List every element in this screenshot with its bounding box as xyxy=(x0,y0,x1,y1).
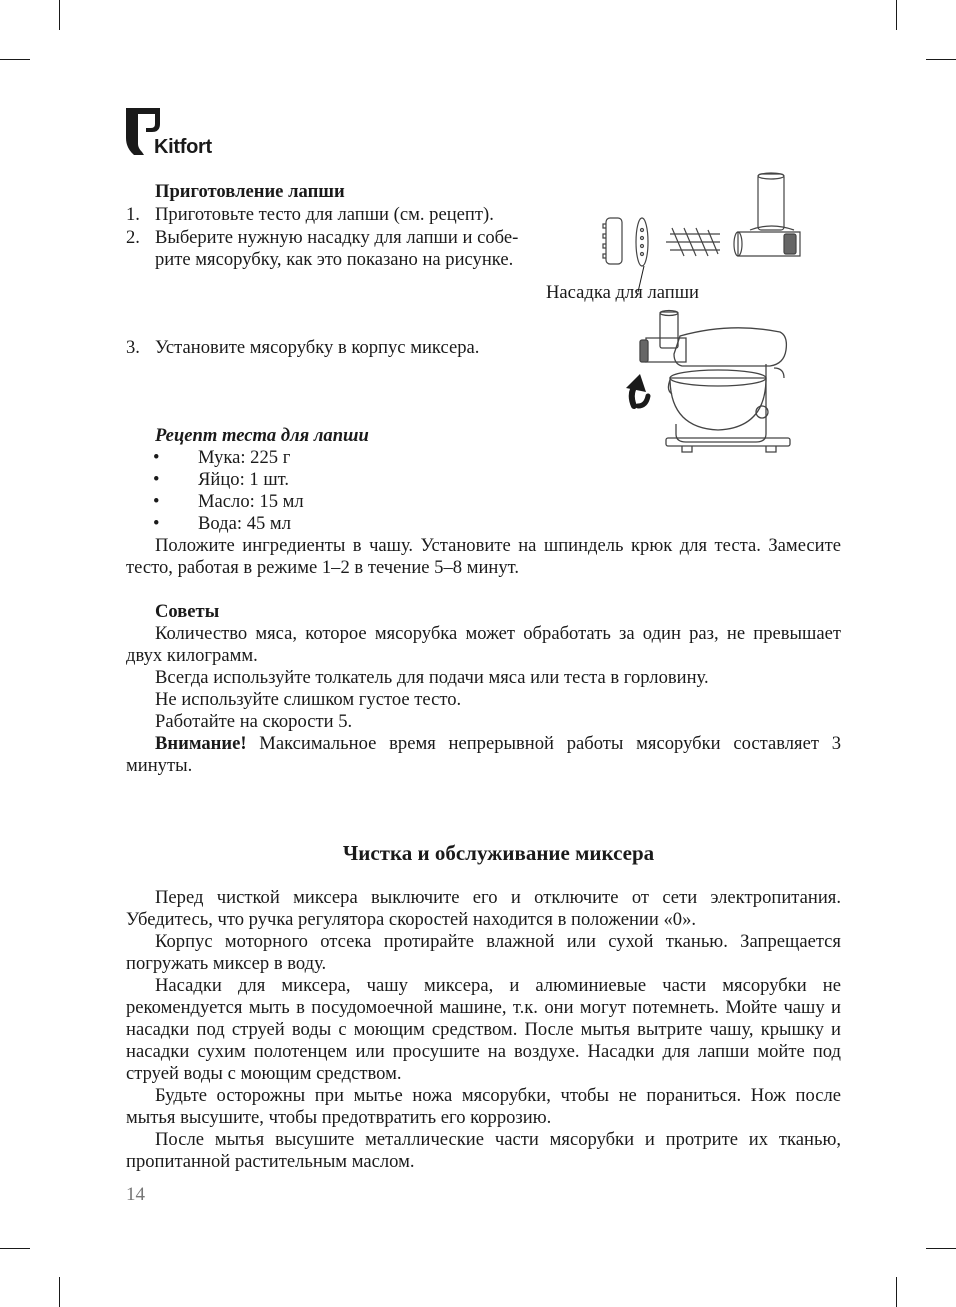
crop-mark xyxy=(0,59,30,60)
cleaning-paragraph: Корпус моторного отсека протирайте влажной или сухой тканью. Запрещается погружать миксер в воду. xyxy=(126,931,841,974)
crop-mark xyxy=(926,1248,956,1249)
ingredient-item: Мука: 225 г xyxy=(198,447,291,468)
step-text: рите мясорубку, как это показано на рисунке. xyxy=(155,249,514,270)
tip-item: Не используйте слишком густое тесто. xyxy=(155,689,462,710)
meat-grinder-parts-illustration xyxy=(600,172,810,282)
step-text: Приготовьте тесто для лапши (см. рецепт). xyxy=(155,204,494,225)
warning-label: Внимание! xyxy=(155,733,247,754)
tips-list xyxy=(126,623,841,777)
figure-caption: Насадка для лапши xyxy=(546,282,699,303)
cleaning-paragraph: После мытья высушите металлические части мясорубки и протрите их тканью, пропитанной растительным маслом. xyxy=(126,1129,841,1172)
crop-mark xyxy=(59,0,60,30)
page-number: 14 xyxy=(126,1184,145,1205)
bullet: • xyxy=(153,469,160,490)
bullet: • xyxy=(153,447,160,468)
warning-text: Максимальное время непрерывной работы мясорубки составляет 3 минуты. xyxy=(126,733,841,776)
recipe-instruction xyxy=(126,535,841,579)
cleaning-paragraph: Перед чисткой миксера выключите его и отключите от сети электропитания. Убедитесь, что ручка регулятора скоростей находится в положении «0». xyxy=(126,887,841,930)
step-number: 3. xyxy=(126,337,140,358)
ingredient-item: Вода: 45 мл xyxy=(198,513,291,534)
step-text: Выберите нужную насадку для лапши и собе- xyxy=(155,227,519,248)
recipe-instruction-text: Положите ингредиенты в чашу. Установите на шпиндель крюк для теста. Замесите тесто, работая в режиме 1–2 в течение 5–8 минут. xyxy=(126,535,841,578)
crop-mark xyxy=(896,1277,897,1307)
tip-item: Количество мяса, которое мясорубка может обработать за один раз, не превышает двух килограмм. xyxy=(126,623,841,666)
cleaning-text xyxy=(126,887,841,1173)
crop-mark xyxy=(926,59,956,60)
crop-mark xyxy=(896,0,897,30)
mixer-illustration xyxy=(616,308,796,458)
recipe-heading: Рецепт теста для лапши xyxy=(155,425,369,446)
step-text: Установите мясорубку в корпус миксера. xyxy=(155,337,480,358)
cleaning-heading: Чистка и обслуживание миксера xyxy=(342,841,655,865)
ingredient-item: Яйцо: 1 шт. xyxy=(198,469,290,490)
noodle-heading: Приготовление лапши xyxy=(155,181,345,202)
step-number: 1. xyxy=(126,204,140,225)
crop-mark xyxy=(0,1248,30,1249)
step-number: 2. xyxy=(126,227,140,248)
warning-paragraph xyxy=(126,733,841,777)
crop-mark xyxy=(59,1277,60,1307)
brand-name: Kitfort xyxy=(154,136,212,158)
bullet: • xyxy=(153,491,160,512)
cleaning-paragraph: Насадки для миксера, чашу миксера, и алюминиевые части мясорубки не рекомендуется мыть в посудомоечной машине, т.к. они могут потемнеть. Мойте чашу и насадки под струей воды с моющим средством. После мытья вытрите чашу, крышку и насадки сухим полотенцем или просушите на воздухе. Насадки для лапши мойте под струей воды с моющим средством. xyxy=(126,975,841,1084)
ingredient-item: Масло: 15 мл xyxy=(198,491,304,512)
tip-item: Всегда используйте толкатель для подачи мяса или теста в горловину. xyxy=(155,667,709,688)
tip-item: Работайте на скорости 5. xyxy=(155,711,353,732)
cleaning-paragraph: Будьте осторожны при мытье ножа мясорубки, чтобы не пораниться. Нож после мытья высушите, чтобы предотвратить его коррозию. xyxy=(126,1085,841,1128)
bullet: • xyxy=(153,513,160,534)
tips-heading: Советы xyxy=(155,601,220,622)
